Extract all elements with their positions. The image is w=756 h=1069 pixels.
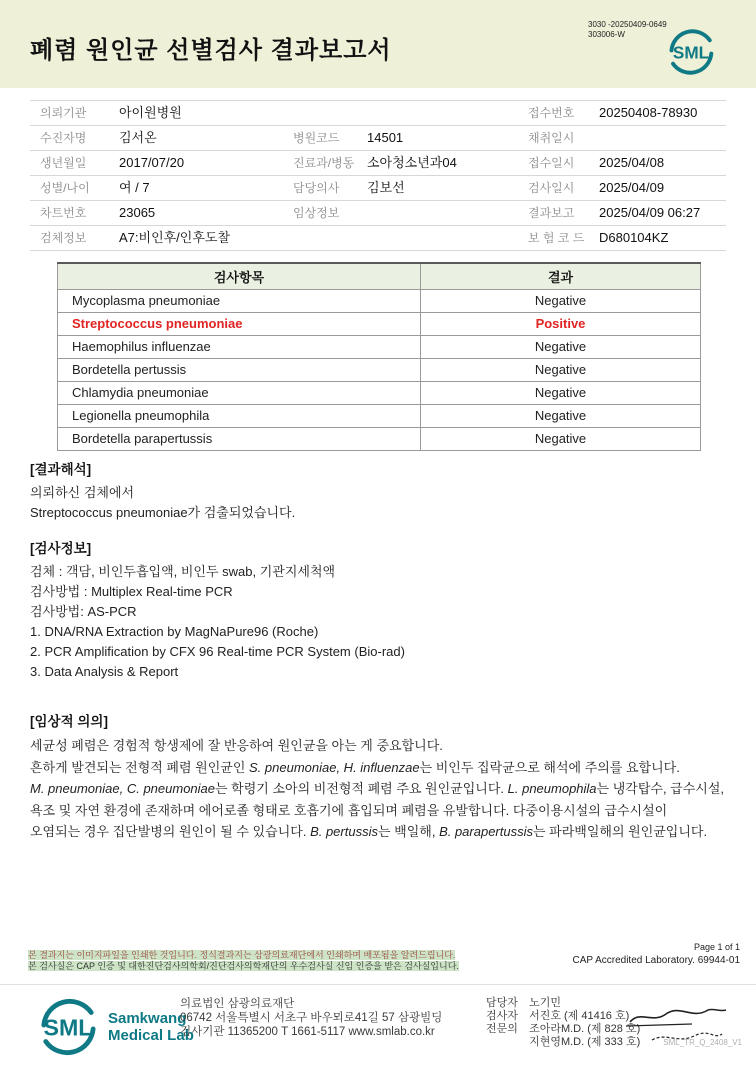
clinical-line: M. pneumoniae, C. pneumoniae는 학령기 소아의 비전형적 폐렴 주요 원인균입니다. L. pneumophila는 냉각탑수, 급수시설, <box>30 781 725 796</box>
info-label: 검사일시 <box>518 176 595 201</box>
info-label: 병원코드 <box>283 126 363 151</box>
info-label: 보 험 코 드 <box>518 226 595 251</box>
page-meta <box>572 942 740 966</box>
header-code-line2: 303006-W <box>588 30 625 39</box>
info-value: 2017/07/20 <box>115 151 283 176</box>
info-value: 김서온 <box>115 126 283 151</box>
staff-role: 전문의 <box>486 1023 518 1035</box>
footer-notices <box>28 950 459 972</box>
info-value: D680104KZ <box>595 226 726 251</box>
info-label: 생년월일 <box>30 151 115 176</box>
test-item: Mycoplasma pneumoniae <box>58 289 421 312</box>
clinical-line: 세균성 폐렴은 경험적 항생제에 잘 반응하여 원인균을 아는 게 중요합니다. <box>30 738 443 753</box>
test-item: Haemophilus influenzae <box>58 335 421 358</box>
results-table <box>57 262 701 451</box>
info-label: 성별/나이 <box>30 176 115 201</box>
test-result: Negative <box>421 381 701 404</box>
test-item: Streptococcus pneumoniae <box>58 312 421 335</box>
info-label: 수진자명 <box>30 126 115 151</box>
info-label: 진료과/병동 <box>283 151 363 176</box>
results-col-item-header: 검사항목 <box>58 263 421 289</box>
table-row <box>58 335 701 358</box>
test-result: Positive <box>421 312 701 335</box>
info-value: 23065 <box>115 201 283 226</box>
info-value: 아이원병원 <box>115 101 283 126</box>
test-info-line: 1. DNA/RNA Extraction by MagNaPure96 (Roche) <box>30 624 319 639</box>
sml-logo-text: SML <box>672 42 710 63</box>
info-label: 결과보고 <box>518 201 595 226</box>
info-label <box>283 101 363 126</box>
table-row <box>58 312 701 335</box>
info-value: 여 / 7 <box>115 176 283 201</box>
test-result: Negative <box>421 427 701 450</box>
test-result: Negative <box>421 289 701 312</box>
staff-row <box>486 997 640 1010</box>
lab-name-line2: Medical Lab <box>108 1027 194 1044</box>
info-label: 검체정보 <box>30 226 115 251</box>
notice-accreditation-statement: 본 검사실은 CAP 인증 및 대한진단검사의학회/진단검사의학재단의 우수검사실 신임 인증을 받은 검사실입니다. <box>28 961 459 971</box>
staff-row <box>486 1023 640 1036</box>
info-value <box>363 226 518 251</box>
results-col-result-header: 결과 <box>421 263 701 289</box>
info-label <box>283 226 363 251</box>
org-address: 06742 서울특별시 서초구 바우뫼로41길 57 삼광빌딩 <box>180 1012 443 1024</box>
test-info-line: 3. Data Analysis & Report <box>30 664 179 679</box>
info-value <box>595 126 726 151</box>
staff-name: 조아라M.D. (제 828 호) <box>529 1023 641 1035</box>
section-clinical-significance <box>30 710 730 843</box>
staff-signatures <box>486 997 640 1049</box>
patient-info-table <box>30 100 726 251</box>
info-label: 담당의사 <box>283 176 363 201</box>
staff-row <box>486 1010 640 1023</box>
header-doc-codes <box>588 20 667 40</box>
org-name: 의료법인 삼광의료재단 <box>180 998 295 1010</box>
test-item: Chlamydia pneumoniae <box>58 381 421 404</box>
test-item: Legionella pneumophila <box>58 404 421 427</box>
info-value: 김보선 <box>363 176 518 201</box>
table-row <box>58 381 701 404</box>
test-result: Negative <box>421 404 701 427</box>
staff-role: 담당자 <box>486 997 518 1009</box>
info-label: 접수번호 <box>518 101 595 126</box>
org-contact: 검사기관 11365200 T 1661-5117 www.smlab.co.kr <box>180 1026 435 1038</box>
table-row <box>58 404 701 427</box>
staff-role: 검사자 <box>486 1010 518 1022</box>
info-label: 접수일시 <box>518 151 595 176</box>
table-row <box>58 358 701 381</box>
clinical-line: 오염되는 경우 집단발병의 원인이 될 수 있습니다. B. pertussis는 백일해, B. parapertussis는 파라백일해의 원인균입니다. <box>30 824 708 839</box>
section-heading: [결과해석] <box>30 462 92 477</box>
info-value: 14501 <box>363 126 518 151</box>
info-label: 의뢰기관 <box>30 101 115 126</box>
narrative-sections <box>30 458 730 843</box>
clinical-line: 흔하게 발견되는 전형적 폐렴 원인균인 S. pneumoniae, H. influenzae는 비인두 집락균으로 해석에 주의를 요합니다. <box>30 759 680 775</box>
page-number: Page 1 of 1 <box>693 942 740 952</box>
info-value: 20250408-78930 <box>595 101 726 126</box>
test-item: Bordetella pertussis <box>58 358 421 381</box>
staff-name: 서진호 (제 41416 호) <box>529 1010 630 1022</box>
section-test-info <box>30 537 730 682</box>
accreditation-label: CAP Accredited Laboratory. 69944-01 <box>572 955 740 966</box>
info-label: 임상정보 <box>283 201 363 226</box>
staff-name: 지현영M.D. (제 333 호) <box>529 1036 641 1048</box>
info-value: 소아청소년과04 <box>363 151 518 176</box>
lab-name-line1: Samkwang <box>108 1010 187 1027</box>
header-band <box>0 0 756 88</box>
sml-logo-icon <box>666 28 716 81</box>
table-row <box>58 427 701 450</box>
sml-footer-logo <box>36 998 194 1056</box>
header-code-line1: 3030 -20250409-0649 <box>588 20 667 29</box>
interpretation-line: 의뢰하신 검체에서 <box>30 485 135 500</box>
info-value: 2025/04/09 06:27 <box>595 201 726 226</box>
test-result: Negative <box>421 358 701 381</box>
info-value: 2025/04/09 <box>595 176 726 201</box>
organization-info <box>180 997 442 1039</box>
document-version-code: SML_TR_Q_2408_V1 <box>663 1038 742 1047</box>
test-result: Negative <box>421 335 701 358</box>
test-info-line: 검체 : 객담, 비인두흡입액, 비인두 swab, 기관지세척액 <box>30 564 336 579</box>
section-heading: [임상적 의의] <box>30 714 108 729</box>
section-interpretation <box>30 458 730 523</box>
info-value: A7:비인후/인후도찰 <box>115 226 283 251</box>
test-info-line: 검사방법: AS-PCR <box>30 604 137 619</box>
sml-logo-text: SML <box>43 1014 93 1041</box>
info-label: 차트번호 <box>30 201 115 226</box>
clinical-line: 욕조 및 자연 환경에 존재하며 에어로졸 형태로 호흡기에 흡입되며 폐렴을 유발합니다. 다중이용시설의 급수시설이 <box>30 802 668 818</box>
table-row <box>58 289 701 312</box>
interpretation-line: Streptococcus pneumoniae가 검출되었습니다. <box>30 505 296 520</box>
page-title: 폐렴 원인균 선별검사 결과보고서 <box>30 37 392 64</box>
info-value <box>363 201 518 226</box>
info-value: 2025/04/08 <box>595 151 726 176</box>
notice-print-disclaimer: 본 결과지는 이미지파일을 인쇄한 것입니다. 정식결과지는 삼광의료재단에서 인쇄하며 배포됨을 알려드립니다. <box>28 950 456 960</box>
staff-row <box>486 1036 640 1049</box>
test-info-line: 2. PCR Amplification by CFX 96 Real-time PCR System (Bio-rad) <box>30 644 405 659</box>
test-info-line: 검사방법 : Multiplex Real-time PCR <box>30 584 233 599</box>
sml-logo-icon <box>36 998 100 1056</box>
staff-name: 노기민 <box>529 997 561 1009</box>
info-value <box>363 101 518 126</box>
test-item: Bordetella parapertussis <box>58 427 421 450</box>
results-header-row <box>58 263 701 289</box>
footer-divider <box>0 984 756 985</box>
section-heading: [검사정보] <box>30 541 92 556</box>
info-label: 채취일시 <box>518 126 595 151</box>
